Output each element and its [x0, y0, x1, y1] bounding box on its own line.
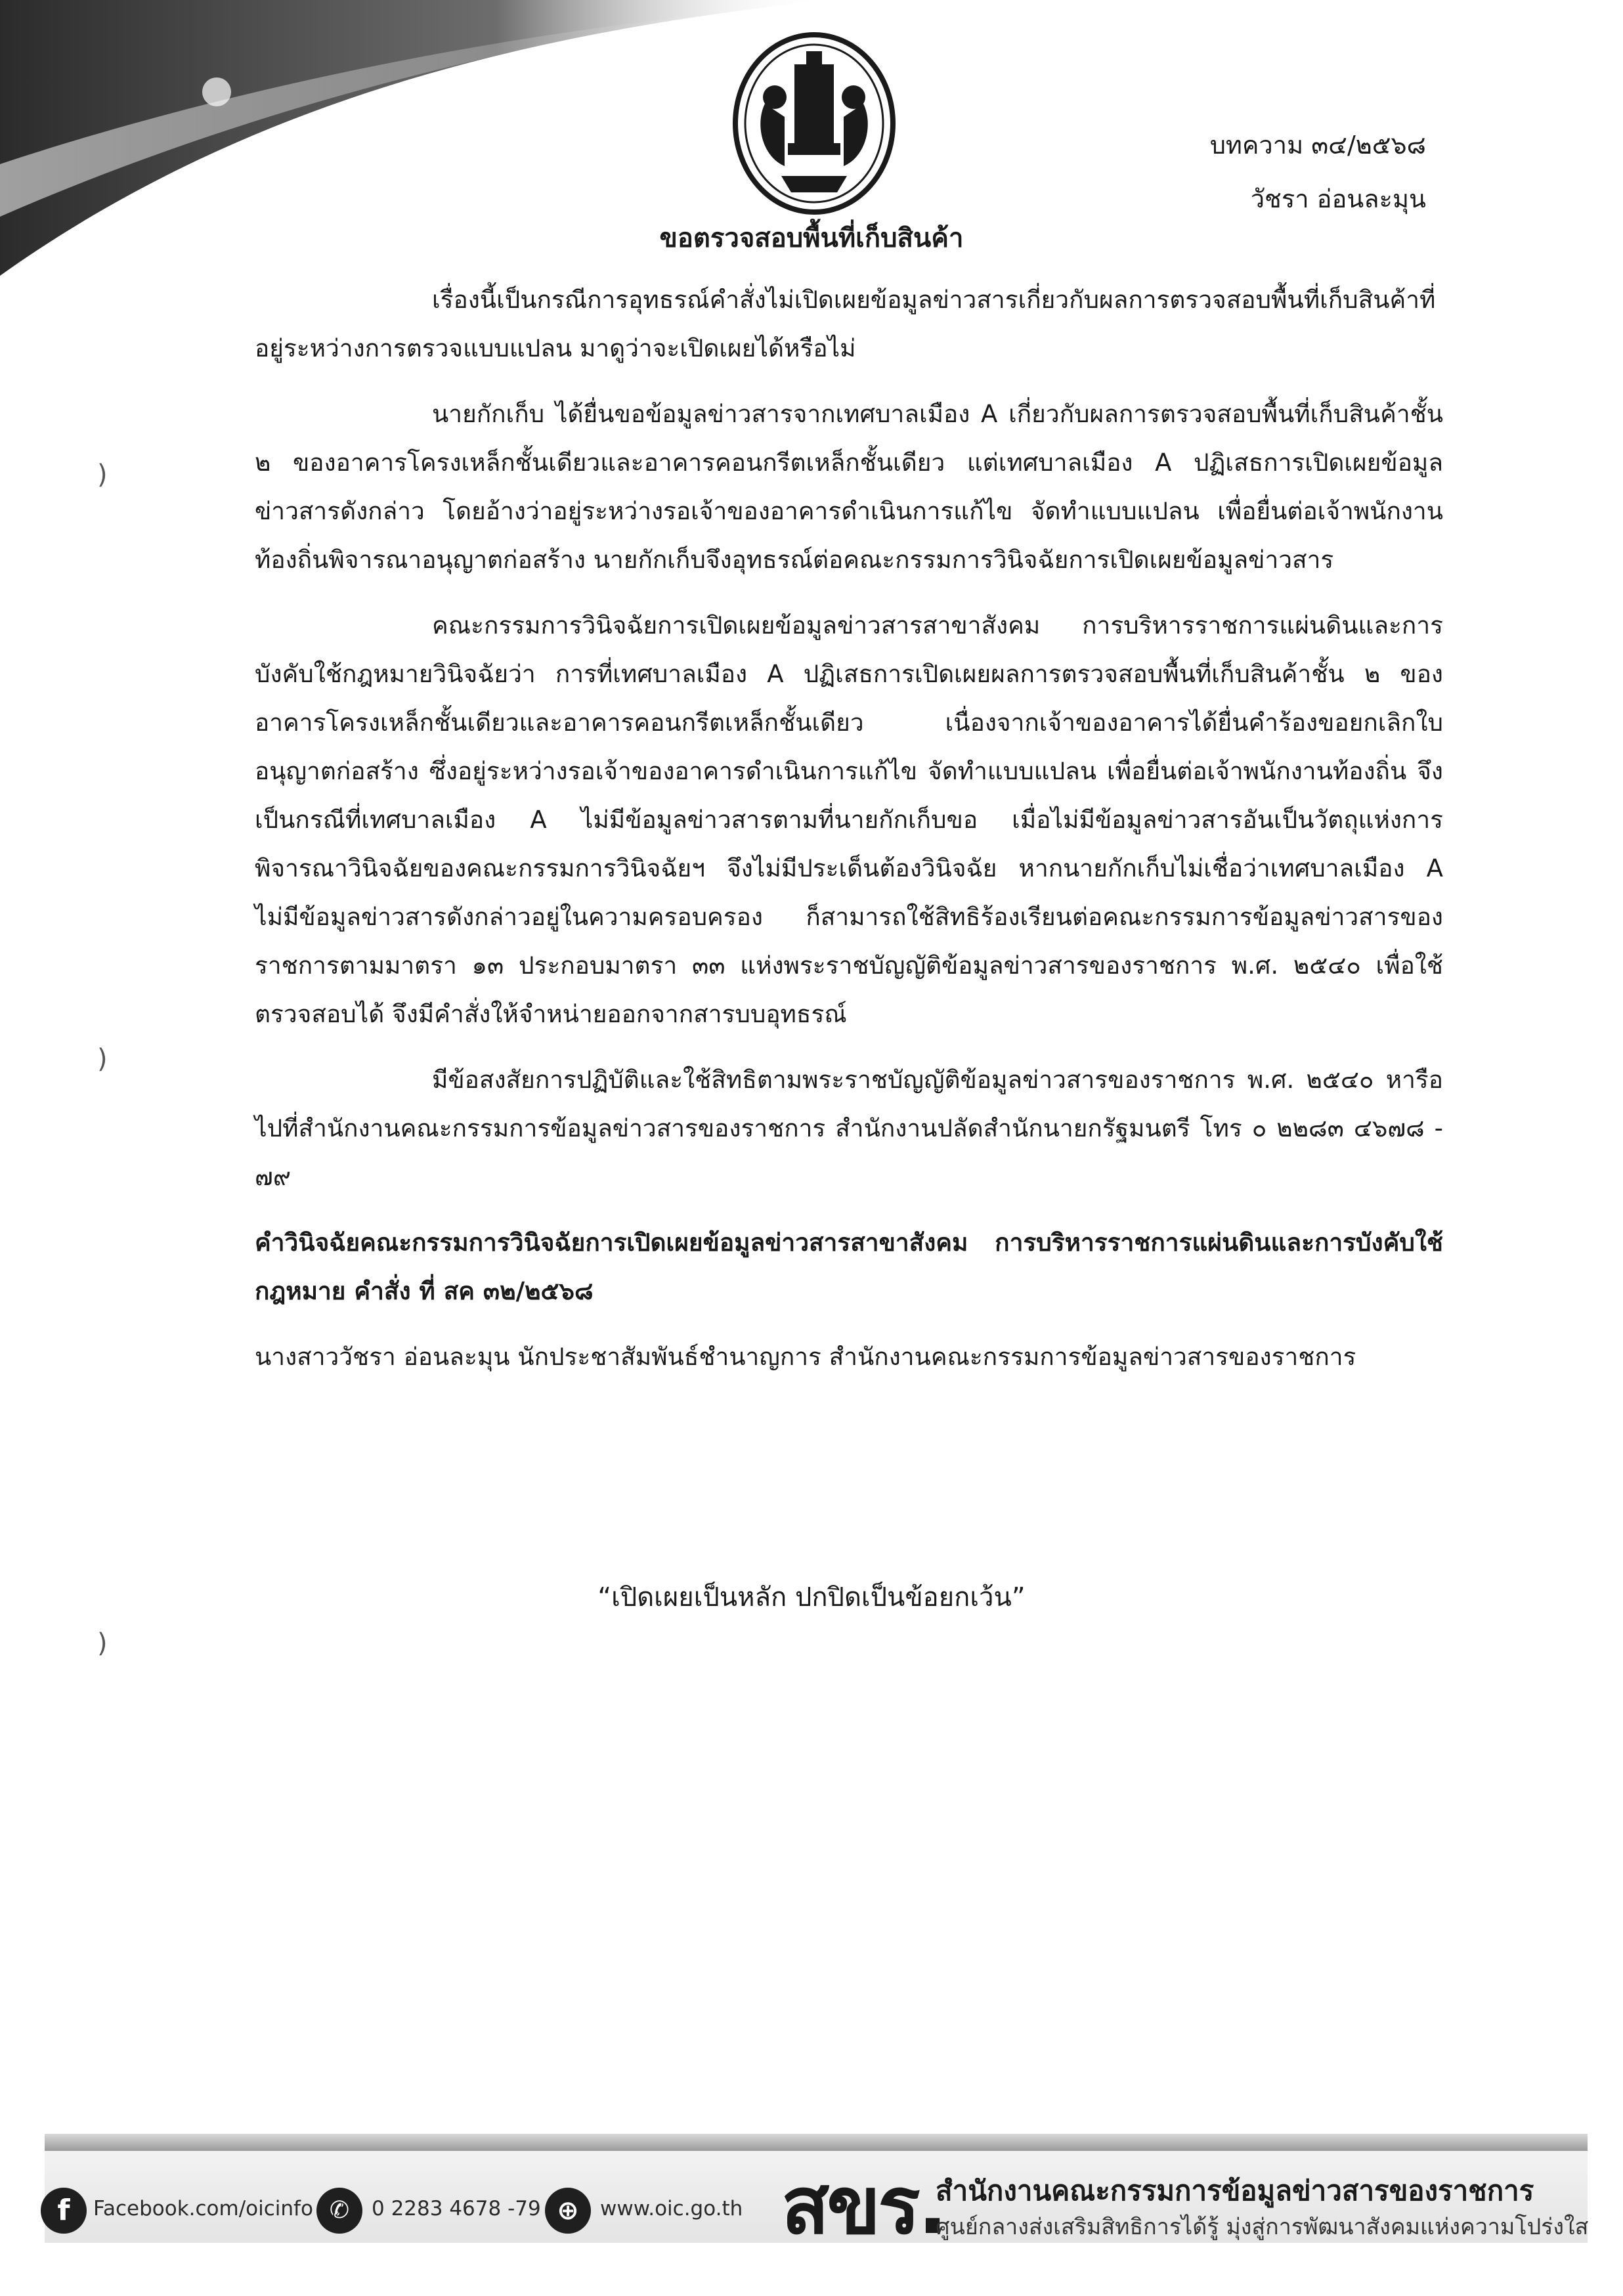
binding-mark: ) — [97, 1044, 108, 1074]
paragraph-author-credit: นางสาววัชรา อ่อนละมุน นักประชาสัมพันธ์ชำนาญการ สำนักงานคณะกรรมการข้อมูลข่าวสารของราชการ — [255, 1343, 1356, 1371]
slogan: “เปิดเผยเป็นหลัก ปกปิดเป็นข้อยกเว้น” — [597, 1582, 1026, 1613]
footer-org-tagline: ศูนย์กลางส่งเสริมสิทธิการได้รู้ มุ่งสู่การพัฒนาสังคมแห่งความโปร่งใส — [936, 2214, 1589, 2240]
paragraph-request: นายกักเก็บ ได้ยื่นขอข้อมูลข่าวสารจากเทศบาลเมือง A เกี่ยวกับผลการตรวจสอบพื้นที่เก็บสินค้าชั้น ๒ ของอาคารโครงเหล็กชั้นเดียวและอาคารคอนกรีตเหล็กชั้นเดียว แต่เทศบาลเมือง A ปฏิเสธการเปิดเผยข้อมูลข่าวสารดังกล่าว โดยอ้างว่าอยู่ระหว่างรอเจ้าของอาคารดำเนินการแก้ไข จัดทำแบบแปลน เพื่อยื่นต่อเจ้าพนักงานท้องถิ่นพิจารณาอนุญาตก่อสร้าง นายกักเก็บจึงอุทธรณ์ต่อคณะกรรมการวินิจฉัยการเปิดเผยข้อมูลข่าวสาร — [255, 400, 1443, 574]
paragraph-contact: มีข้อสงสัยการปฏิบัติและใช้สิทธิตามพระราชบัญญัติข้อมูลข่าวสารของราชการ พ.ศ. ๒๕๔๐ หารือไปที่สำนักงานคณะกรรมการข้อมูลข่าวสารของราชการ สำนักงานปลัดสำนักนายกรัฐมนตรี โทร ๐ ๒๒๘๓ ๔๖๗๘ - ๗๙ — [255, 1066, 1443, 1191]
globe-icon: ⊕ — [545, 2188, 591, 2234]
phone-icon: ✆ — [316, 2188, 362, 2234]
footer-website[interactable]: www.oic.go.th — [600, 2197, 743, 2220]
footer-facebook[interactable]: Facebook.com/oicinfo — [93, 2197, 313, 2220]
paragraph-decision: คณะกรรมการวินิจฉัยการเปิดเผยข้อมูลข่าวสารสาขาสังคม การบริหารราชการแผ่นดินและการบังคับใช้กฎหมายวินิจฉัยว่า การที่เทศบาลเมือง A ปฏิเสธการเปิดเผยผลการตรวจสอบพื้นที่เก็บสินค้าชั้น ๒ ของอาคารโครงเหล็กชั้นเดียวและอาคารคอนกรีตเหล็กชั้นเดียว เนื่องจากเจ้าของอาคารได้ยื่นคำร้องขอยกเลิกใบอนุญาตก่อสร้าง ซึ่งอยู่ระหว่างรอเจ้าของอาคารดำเนินการแก้ไข จัดทำแบบแปลน เพื่อยื่นต่อเจ้าพนักงานท้องถิ่น จึงเป็นกรณีที่เทศบาลเมือง A ไม่มีข้อมูลข่าวสารตามที่นายกักเก็บขอ เมื่อไม่มีข้อมูลข่าวสารอันเป็นวัตถุแห่งการพิจารณาวินิจฉัยของคณะกรรมการวินิจฉัยฯ จึงไม่มีประเด็นต้องวินิจฉัย หากนายกักเก็บไม่เชื่อว่าเทศบาลเมือง A ไม่มีข้อมูลข่าวสารดังกล่าวอยู่ในความครอบครอง ก็สามารถใช้สิทธิร้องเรียนต่อคณะกรรมการข้อมูลข่าวสารของราชการตามมาตรา ๑๓ ประกอบมาตรา ๓๓ แห่งพระราชบัญญัติข้อมูลข่าวสารของราชการ พ.ศ. ๒๕๔๐ เพื่อใช้ตรวจสอบได้ จึงมีคำสั่งให้จำหน่ายออกจากสารบบอุทธรณ์ — [255, 611, 1443, 1028]
paragraph-ruling-reference: คำวินิจฉัยคณะกรรมการวินิจฉัยการเปิดเผยข้อมูลข่าวสารสาขาสังคม การบริหารราชการแผ่นดินและการบังคับใช้กฎหมาย คำสั่ง ที่ สค ๓๒/๒๕๖๘ — [255, 1228, 1443, 1305]
binding-mark: ) — [97, 1628, 108, 1658]
footer-phone: 0 2283 4678 -79 — [372, 2197, 541, 2220]
oic-logo: สขร. — [781, 2161, 945, 2252]
author-name: วัชรา อ่อนละมุน — [1250, 184, 1426, 213]
facebook-icon: f — [41, 2188, 87, 2234]
article-reference — [1210, 118, 1426, 226]
article-title: ขอตรวจสอบพื้นที่เก็บสินค้า — [659, 223, 964, 253]
footer-org-name: สำนักงานคณะกรรมการข้อมูลข่าวสารของราชการ — [936, 2175, 1534, 2207]
article-number: บทความ ๓๔/๒๕๖๘ — [1209, 131, 1426, 160]
article-body — [255, 276, 1443, 1398]
office-emblem — [729, 25, 899, 215]
paragraph-intro: เรื่องนี้เป็นกรณีการอุทธรณ์คำสั่งไม่เปิดเผยข้อมูลข่าวสารเกี่ยวกับผลการตรวจสอบพื้นที่เก็บสินค้าที่อยู่ระหว่างการตรวจแบบแปลน มาดูว่าจะเปิดเผยได้หรือไม่ — [255, 286, 1436, 362]
binding-mark: ) — [97, 460, 108, 490]
footer-divider — [45, 2134, 1588, 2151]
